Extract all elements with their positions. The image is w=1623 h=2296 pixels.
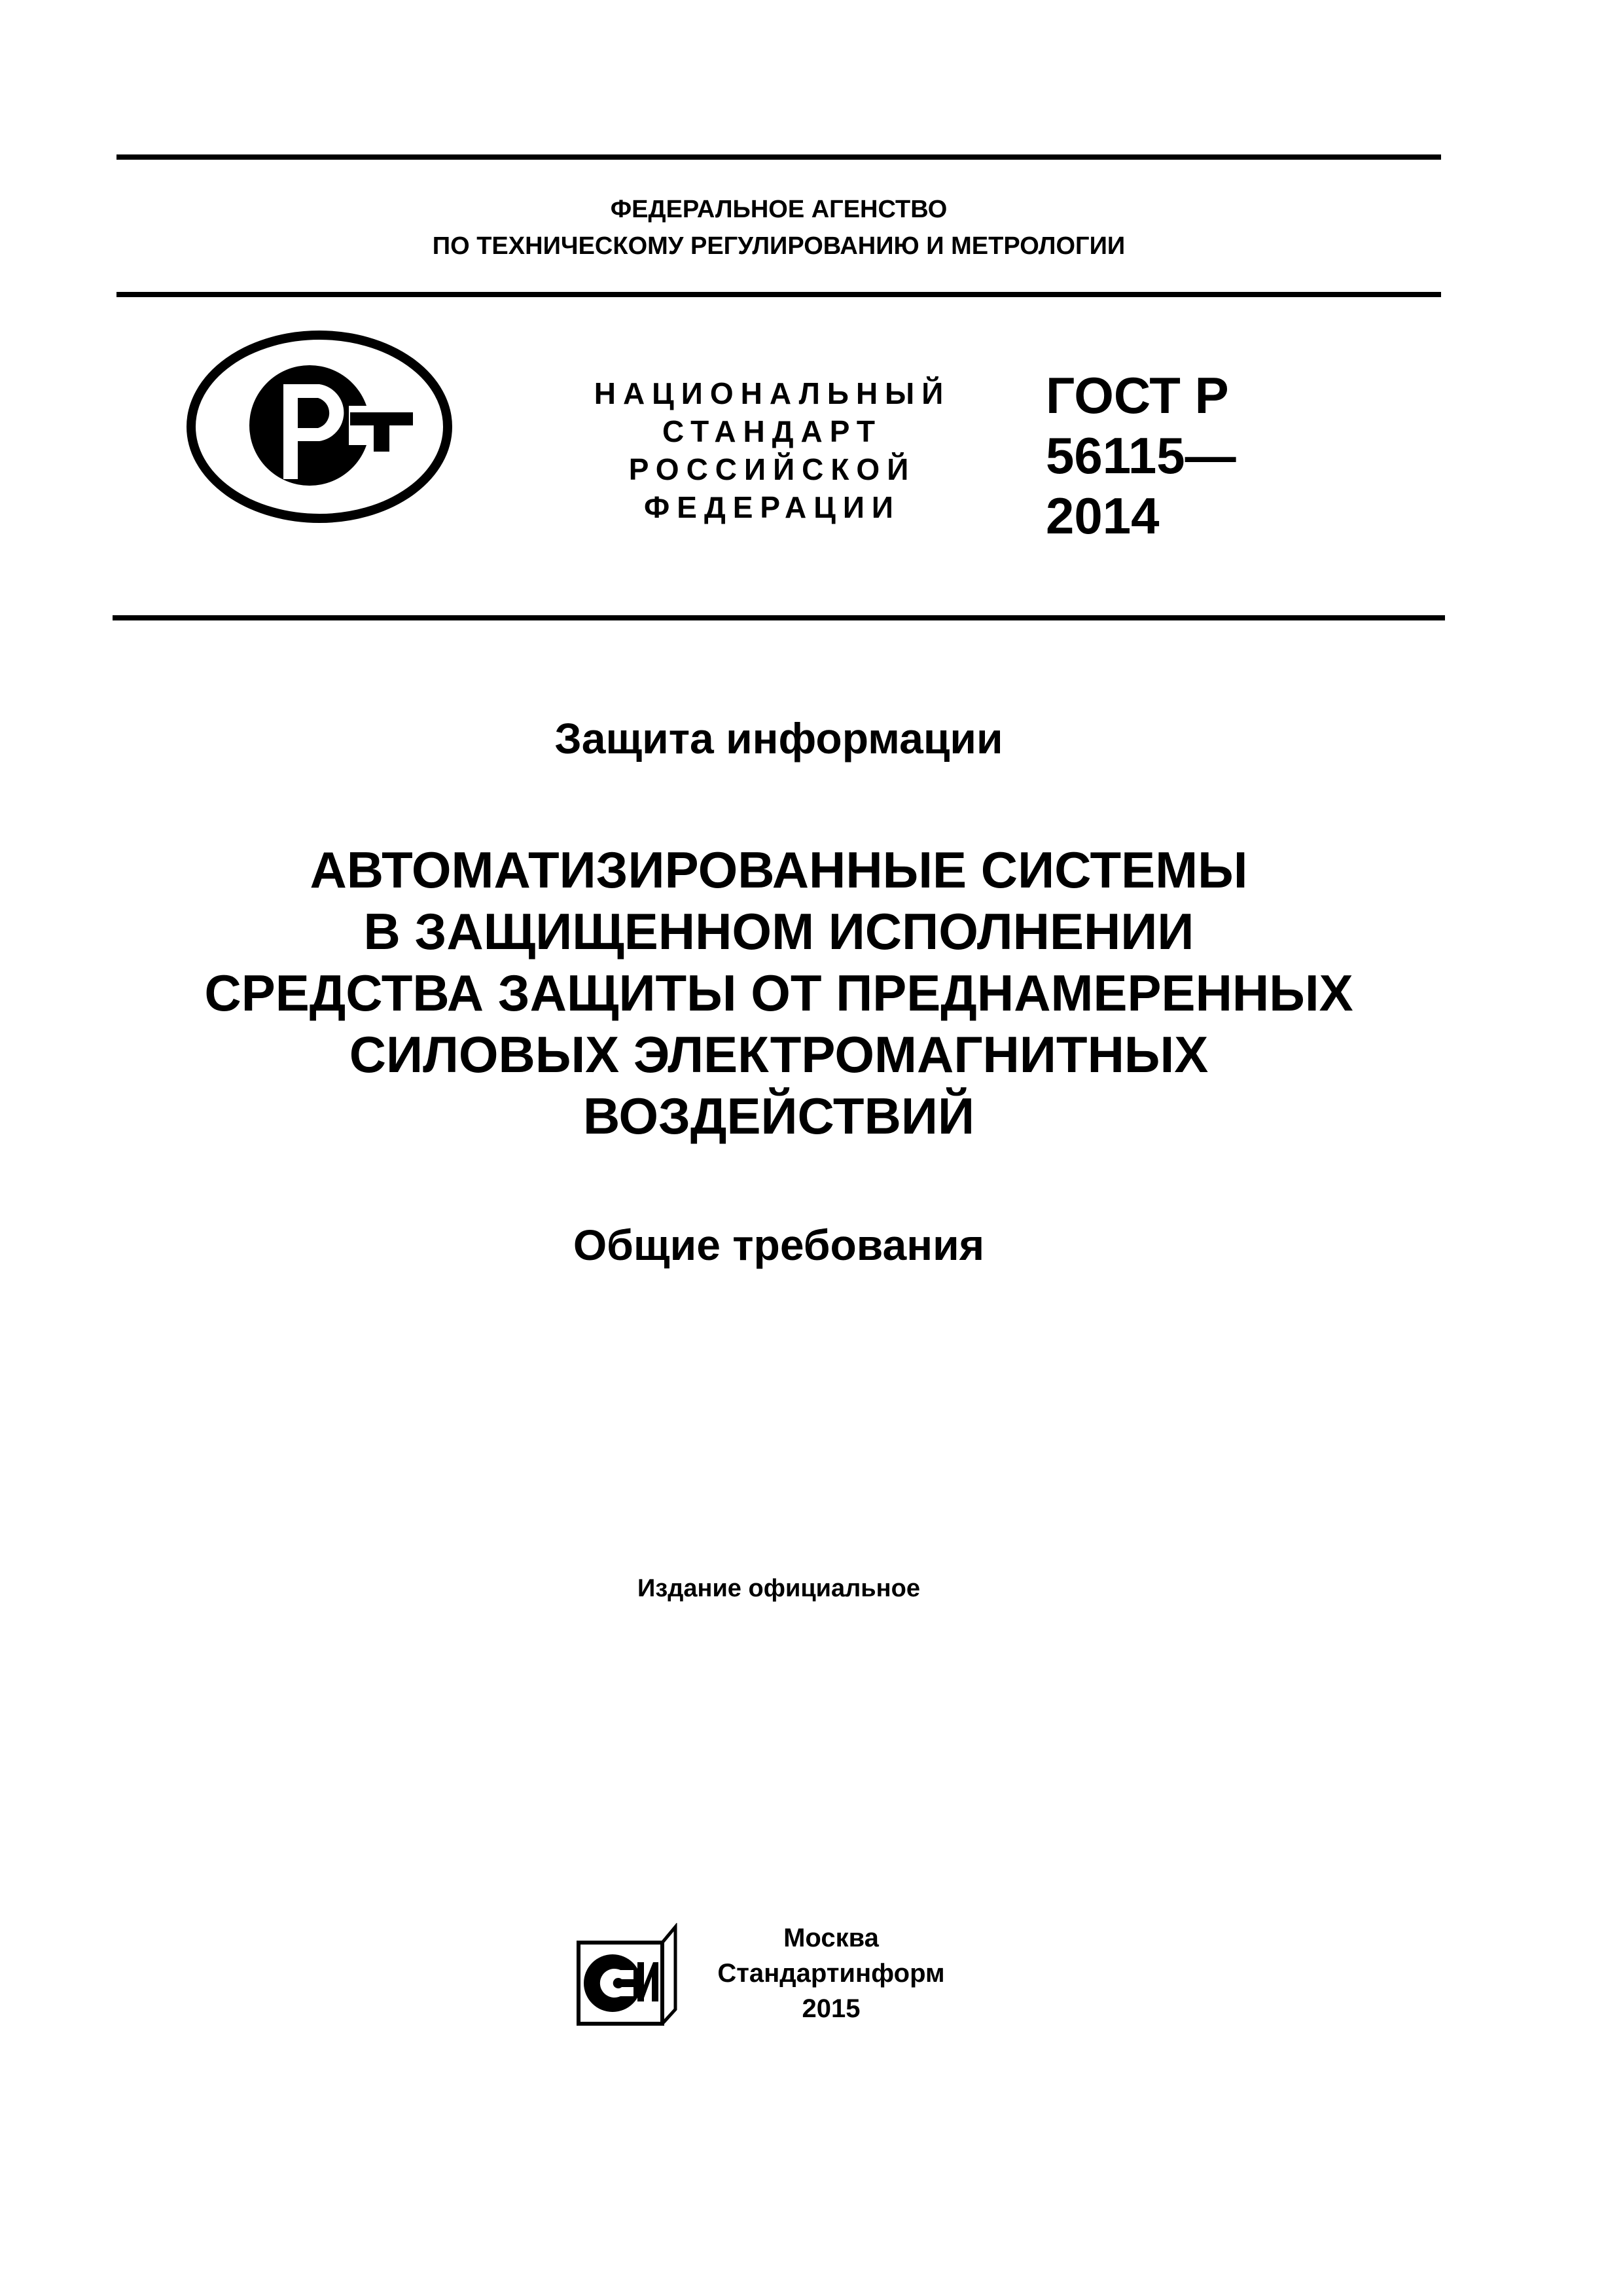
publisher-block: [694, 1920, 969, 2026]
national-line-1: НАЦИОНАЛЬНЫЙ: [594, 376, 951, 410]
header-bottom-rule: [113, 615, 1445, 620]
subject-title: Защита информации: [554, 714, 1003, 762]
gost-number-line-1: ГОСТ Р: [1046, 367, 1229, 424]
agency-bottom-rule: [116, 292, 1441, 297]
gost-number-line-2: 56115—: [1046, 427, 1236, 484]
top-rule: [116, 154, 1441, 160]
sub-title: Общие требования: [573, 1221, 985, 1269]
gost-number: [1046, 365, 1236, 546]
edition-label: Издание официальное: [637, 1575, 920, 1602]
main-title: [105, 839, 1453, 1147]
national-standard-label: [576, 374, 969, 526]
main-title-line-1: АВТОМАТИЗИРОВАННЫЕ СИСТЕМЫ: [310, 841, 1248, 899]
main-title-line-3: СРЕДСТВА ЗАЩИТЫ ОТ ПРЕДНАМЕРЕННЫХ: [204, 964, 1353, 1022]
agency-line-1: ФЕДЕРАЛЬНОЕ АГЕНСТВО: [610, 196, 948, 223]
main-title-line-2: В ЗАЩИЩЕННОМ ИСПОЛНЕНИИ: [363, 903, 1194, 960]
publisher-city: Москва: [783, 1924, 879, 1952]
agency-line-2: ПО ТЕХНИЧЕСКОМУ РЕГУЛИРОВАНИЮ И МЕТРОЛОГИИ: [432, 232, 1126, 260]
gost-number-line-3: 2014: [1046, 487, 1160, 545]
national-line-4: ФЕДЕРАЦИИ: [644, 490, 901, 524]
national-line-2: СТАНДАРТ: [662, 414, 882, 448]
standartinform-logo-icon: [575, 1923, 679, 2028]
gost-r-logo-icon: [185, 329, 454, 525]
agency-name: [118, 191, 1440, 264]
publisher-name: Стандартинформ: [717, 1959, 945, 1988]
main-title-line-5: ВОЗДЕЙСТВИЙ: [582, 1087, 975, 1145]
main-title-line-4: СИЛОВЫХ ЭЛЕКТРОМАГНИТНЫХ: [349, 1026, 1209, 1083]
publisher-year: 2015: [802, 1994, 861, 2023]
national-line-3: РОССИЙСКОЙ: [628, 452, 916, 486]
